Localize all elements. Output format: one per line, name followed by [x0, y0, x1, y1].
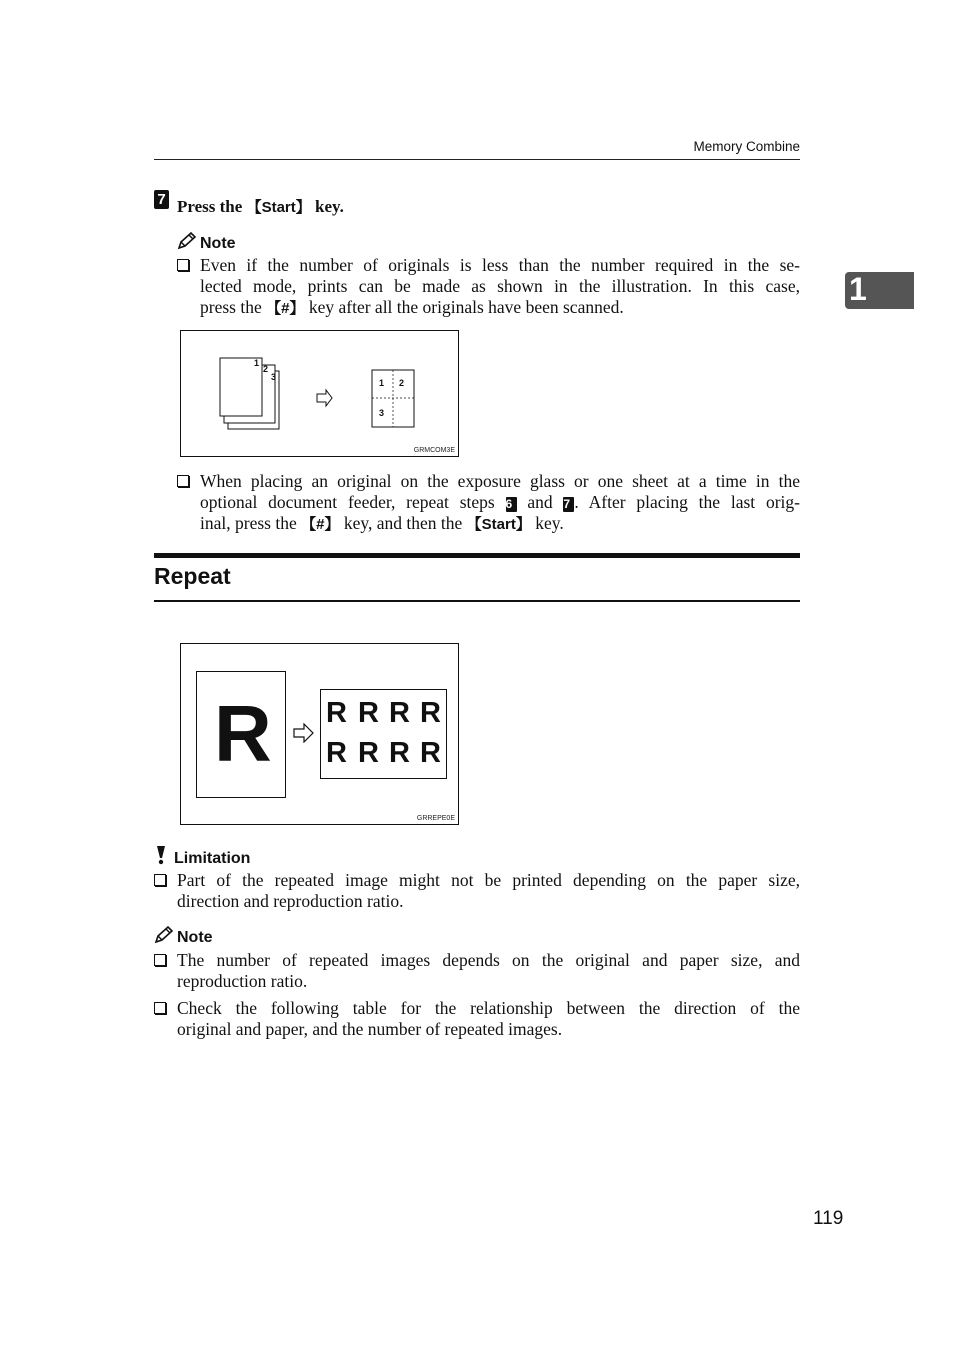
checkbox-bullet	[154, 1002, 166, 1014]
limitation-item: Part of the repeated image might not be printed depending on the paper size, direction and reproduction ratio.	[177, 870, 800, 911]
repeated-letter: R	[326, 737, 347, 769]
chapter-number: 1	[849, 271, 867, 307]
original-letter: R	[214, 689, 272, 778]
page-label: 1	[254, 358, 260, 368]
section-bottom-rule	[154, 600, 800, 602]
section-top-rule	[154, 553, 800, 558]
start-key-label: 【Start】	[466, 516, 531, 533]
repeated-letter: R	[420, 737, 441, 769]
repeated-letter: R	[389, 697, 410, 729]
memory-combine-figure	[180, 330, 459, 457]
checkbox-bullet	[177, 475, 189, 487]
page-number: 119	[813, 1208, 844, 1229]
hash-key-label: 【#】	[301, 516, 340, 533]
repeated-letter: R	[358, 737, 379, 769]
running-header: Memory Combine	[693, 139, 800, 154]
pencil-icon	[154, 926, 174, 944]
header-rule	[154, 159, 800, 160]
note-item: Even if the number of originals is less than the number required in the se- lected mode, prints can be made as shown in the illustration. In this case, press the 【#】 key after all the originals have been scanned.	[200, 255, 800, 317]
step-instruction	[177, 196, 344, 217]
step-text-before: Press the	[177, 197, 247, 216]
note-heading: Note	[154, 926, 213, 947]
start-key-label: 【Start】	[246, 199, 311, 216]
checkbox-bullet	[177, 259, 189, 271]
pencil-icon	[177, 232, 197, 250]
section-heading: Repeat	[154, 563, 231, 589]
repeated-letter: R	[389, 737, 410, 769]
repeated-letter: R	[326, 697, 347, 729]
note-heading: Note	[177, 232, 236, 253]
repeat-figure	[180, 643, 459, 825]
original-sheet	[196, 671, 286, 798]
result-label: 3	[379, 408, 385, 418]
figure-code: GRMCOM3E	[413, 447, 455, 454]
note-item: When placing an original on the exposure glass or one sheet at a time in the optional document feeder, repeat steps 6 and 7 . After placing the last orig- inal, press the 【#】 key, and then the 【Start】 key.	[200, 471, 800, 533]
note-item: The number of repeated images depends on the original and paper size, and reproduction ratio.	[177, 950, 800, 991]
limitation-heading: Limitation	[154, 845, 250, 868]
combine-illustration	[181, 331, 458, 456]
hash-key-label: 【#】	[266, 300, 305, 317]
arrow-icon	[293, 723, 315, 743]
figure-code: GRREPE0E	[416, 815, 455, 822]
result-label: 2	[399, 378, 405, 388]
step-number-badge: 7	[154, 190, 169, 209]
step-text-after: key.	[310, 197, 344, 216]
checkbox-bullet	[154, 954, 166, 966]
step-ref-badge: 7	[563, 497, 574, 512]
result-label: 1	[379, 378, 385, 388]
page-label: 2	[263, 364, 269, 374]
page-label: 3	[271, 372, 277, 382]
repeated-sheet	[320, 689, 447, 779]
note-item: Check the following table for the relationship between the direction of the original and paper, and the number of repeated images.	[177, 998, 800, 1039]
checkbox-bullet	[154, 874, 166, 886]
chapter-tab	[845, 272, 914, 309]
exclamation-icon	[154, 845, 168, 865]
repeated-letter: R	[420, 697, 441, 729]
step-ref-badge: 6	[506, 497, 517, 512]
repeated-letter: R	[358, 697, 379, 729]
